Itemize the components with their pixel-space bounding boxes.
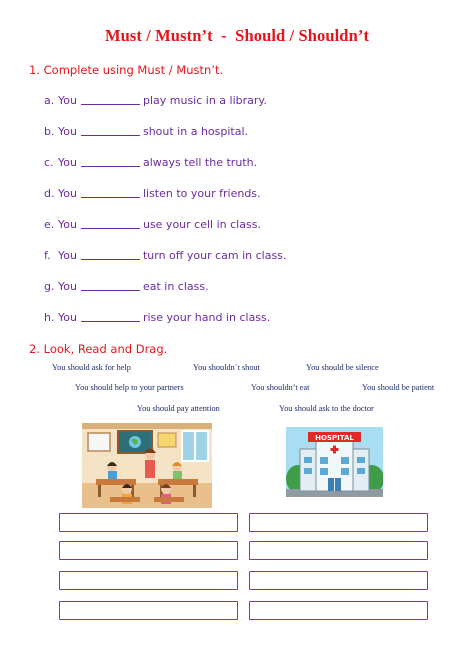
exercise-item-e xyxy=(44,217,344,233)
item-letter: c. xyxy=(44,156,54,169)
item-rest: use your cell in class. xyxy=(142,218,261,231)
item-letter: d. xyxy=(44,187,55,200)
drag-phrase-shouldnt-shout[interactable]: You shouldn´t shout xyxy=(193,363,260,372)
answer-blank[interactable] xyxy=(81,249,140,260)
item-rest: listen to your friends. xyxy=(142,187,261,200)
answer-blank[interactable] xyxy=(81,187,140,198)
item-letter: f. xyxy=(44,249,51,262)
item-you: You xyxy=(58,280,77,293)
answer-blank[interactable] xyxy=(81,125,140,136)
item-you: You xyxy=(58,249,77,262)
answer-blank[interactable] xyxy=(81,311,140,322)
item-letter: b. xyxy=(44,125,55,138)
drag-phrase-be-patient[interactable]: You should be patient xyxy=(362,383,435,392)
hospital-sign: HOSPITAL xyxy=(315,434,354,442)
drop-box-classroom-3[interactable] xyxy=(59,571,238,590)
item-letter: h. xyxy=(44,311,55,324)
drag-phrase-help-partners[interactable]: You should help to your partners xyxy=(75,383,184,392)
item-you: You xyxy=(58,125,77,138)
drop-box-hospital-2[interactable] xyxy=(249,541,428,560)
classroom-illustration xyxy=(82,423,212,508)
item-rest: shout in a hospital. xyxy=(142,125,249,138)
exercise-item-f xyxy=(44,248,344,264)
answer-blank[interactable] xyxy=(81,156,140,167)
item-you: You xyxy=(58,187,77,200)
item-letter: g. xyxy=(44,280,55,293)
exercise-item-c xyxy=(44,155,344,171)
item-you: You xyxy=(58,156,77,169)
item-rest: turn off your cam in class. xyxy=(142,249,287,262)
drop-box-classroom-1[interactable] xyxy=(59,513,238,532)
item-rest: play music in a library. xyxy=(142,94,267,107)
exercise-item-g xyxy=(44,279,344,295)
exercise-item-h xyxy=(44,310,344,326)
exercise-item-a xyxy=(44,93,344,109)
section-2-heading: 2. Look, Read and Drag. xyxy=(29,342,168,356)
exercise-item-b xyxy=(44,124,344,140)
answer-blank[interactable] xyxy=(81,280,140,291)
item-rest: rise your hand in class. xyxy=(142,311,271,324)
hospital-illustration xyxy=(286,427,383,497)
drag-phrase-be-silence[interactable]: You should be silence xyxy=(306,363,379,372)
answer-blank[interactable] xyxy=(81,218,140,229)
drag-phrase-ask-for-help[interactable]: You should ask for help xyxy=(52,363,131,372)
worksheet-title: Must / Mustn’t - Should / Shouldn’t xyxy=(104,26,370,45)
section-1-heading: 1. Complete using Must / Mustn’t. xyxy=(29,63,224,77)
drop-box-classroom-2[interactable] xyxy=(59,541,238,560)
exercise-item-d xyxy=(44,186,344,202)
drop-box-hospital-3[interactable] xyxy=(249,571,428,590)
drag-phrase-ask-doctor[interactable]: You should ask to the doctor xyxy=(279,404,374,413)
item-you: You xyxy=(58,311,77,324)
item-you: You xyxy=(58,94,77,107)
drop-box-hospital-1[interactable] xyxy=(249,513,428,532)
item-rest: always tell the truth. xyxy=(142,156,258,169)
drop-box-classroom-4[interactable] xyxy=(59,601,238,620)
drag-phrase-pay-attention[interactable]: You should pay attention xyxy=(137,404,220,413)
item-letter: e. xyxy=(44,218,55,231)
drop-box-hospital-4[interactable] xyxy=(249,601,428,620)
item-rest: eat in class. xyxy=(142,280,209,293)
item-letter: a. xyxy=(44,94,55,107)
answer-blank[interactable] xyxy=(81,94,140,105)
drag-phrase-shouldnt-eat[interactable]: You shouldn’t eat xyxy=(251,383,310,392)
item-you: You xyxy=(58,218,77,231)
